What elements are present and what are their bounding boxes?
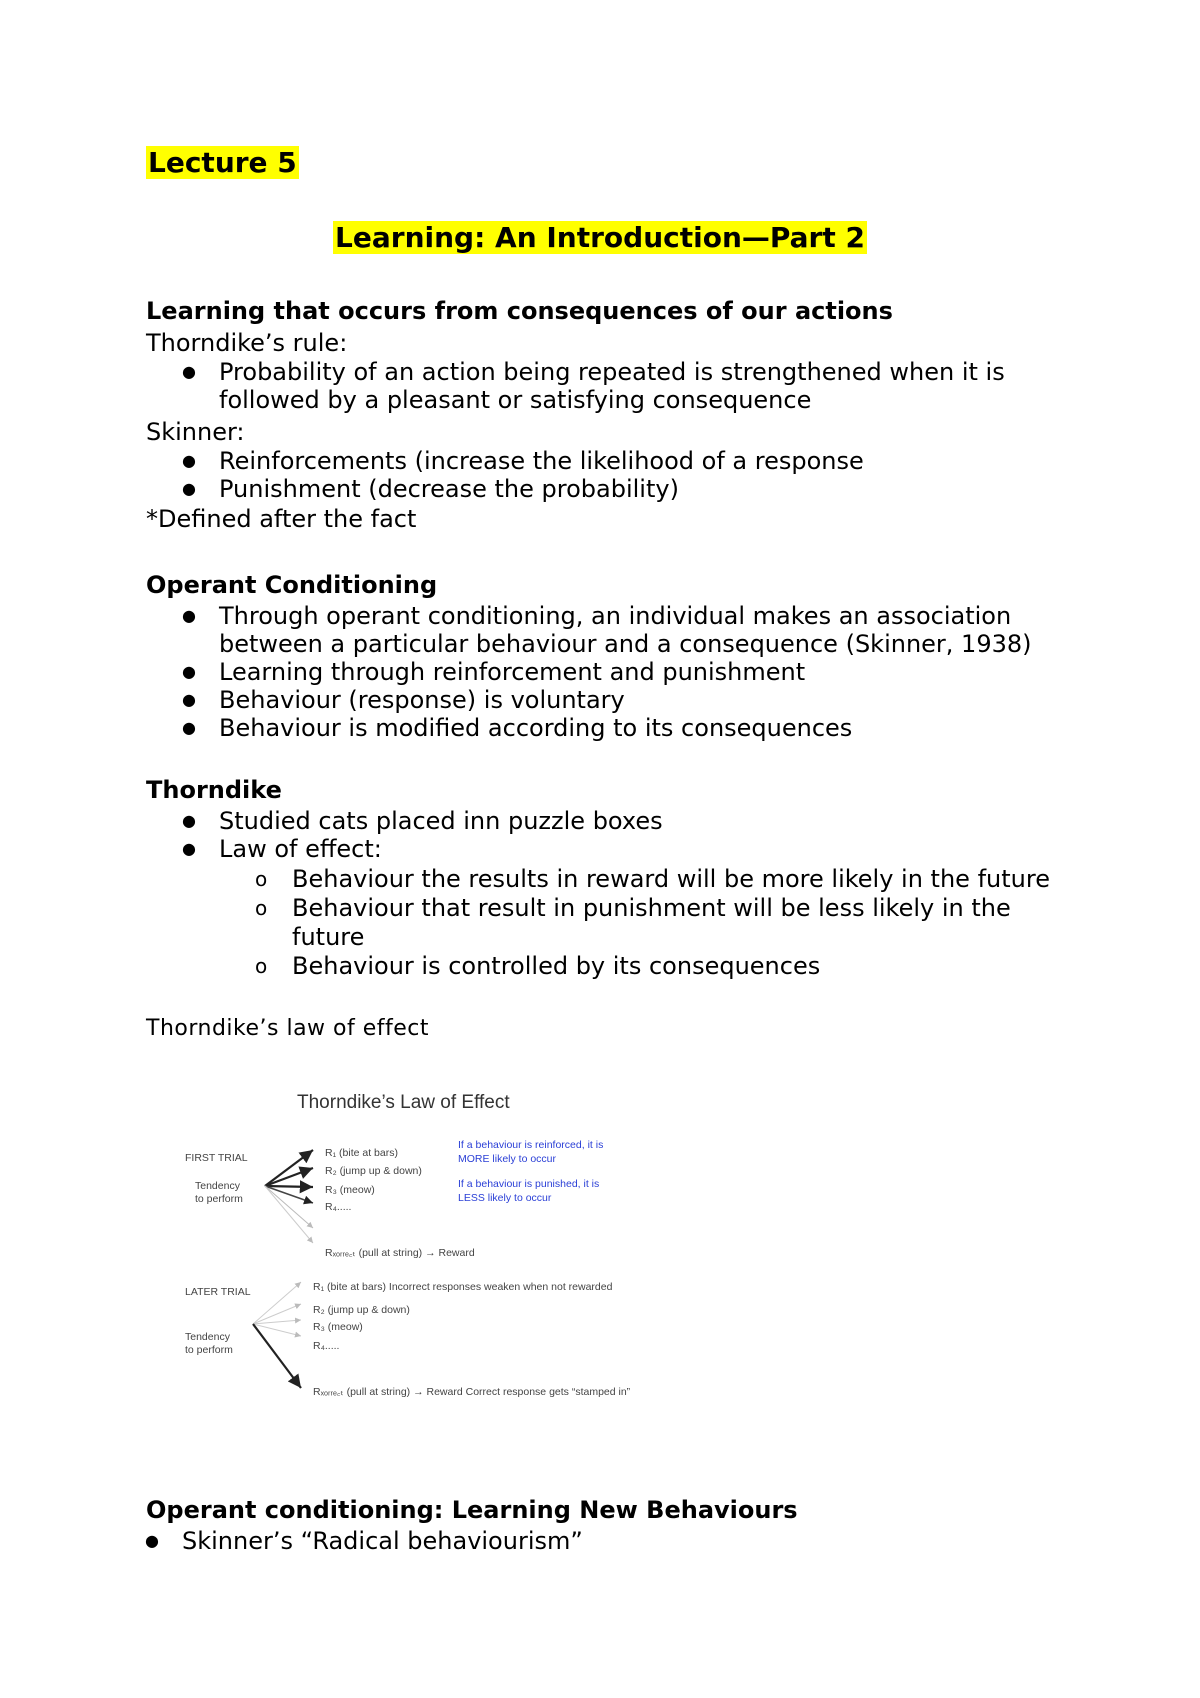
page-title: Learning: An Introduction—Part 2	[335, 221, 865, 254]
list-item: ● Skinner’s “Radical behaviourism”	[109, 1527, 583, 1555]
list-item: ● Behaviour (response) is voluntary	[146, 686, 1032, 714]
list-item: ● Punishment (decrease the probability)	[146, 475, 864, 503]
thorndike-list	[146, 807, 663, 863]
operant-list	[146, 602, 1032, 742]
thorndike-rule-list	[146, 358, 1005, 414]
list-item: ● Through operant conditioning, an individual makes an association between a particular behaviour and a consequence (Skinner, 1938)	[146, 602, 1032, 658]
list-item: o Behaviour the results in reward will be more likely in the future	[219, 865, 1050, 894]
diagram-title: Thorndike’s Law of Effect	[297, 1092, 510, 1113]
figure-caption: Thorndike’s law of effect	[146, 1016, 430, 1041]
list-item: ● Learning through reinforcement and punishment	[146, 658, 1032, 686]
later-trial-label: LATER TRIAL	[185, 1286, 251, 1298]
response-label: R₂ (jump up & down)	[313, 1304, 410, 1316]
response-label: R₃ (meow)	[325, 1184, 375, 1196]
section-heading-new-behaviours: Operant conditioning: Learning New Behaviours	[146, 1496, 798, 1524]
response-label: R₃ (meow)	[313, 1321, 363, 1333]
list-item: ● Probability of an action being repeated is strengthened when it is followed by a pleasant or satisfying consequence	[146, 358, 1005, 414]
list-item: ● Reinforcements (increase the likelihood of a response	[146, 447, 864, 475]
response-label: R₄.....	[313, 1340, 340, 1352]
response-correct-label: Rₓₒᵣᵣₑ꜀ₜ (pull at string) → Reward	[325, 1247, 475, 1259]
tendency-label: Tendency	[185, 1331, 230, 1343]
response-label: R₄.....	[325, 1201, 352, 1213]
section-heading-operant: Operant Conditioning	[146, 571, 438, 599]
response-label: R₁ (bite at bars) Incorrect responses weaken when not rewarded	[313, 1281, 613, 1293]
punished-note: If a behaviour is punished, it is	[458, 1178, 600, 1190]
new-behaviours-list	[109, 1527, 583, 1555]
section-heading-consequences: Learning that occurs from consequences of our actions	[146, 297, 893, 325]
thorndike-rule-label: Thorndike’s rule:	[146, 329, 348, 357]
note-text: *Defined after the fact	[146, 505, 417, 533]
skinner-label: Skinner:	[146, 418, 245, 446]
list-item: ● Studied cats placed inn puzzle boxes	[146, 807, 663, 835]
response-label: R₂ (jump up & down)	[325, 1165, 422, 1177]
skinner-list	[146, 447, 864, 503]
tendency-label: to perform	[185, 1344, 233, 1356]
list-item: ● Law of effect:	[146, 835, 663, 863]
response-correct-label: Rₓₒᵣᵣₑ꜀ₜ (pull at string) → Reward Correct response gets “stamped in”	[313, 1386, 631, 1398]
list-item: o Behaviour is controlled by its consequences	[219, 952, 1050, 981]
law-of-effect-diagram	[155, 1068, 680, 1418]
reinforced-note: MORE likely to occur	[458, 1153, 557, 1165]
list-item: o Behaviour that result in punishment will be less likely in the future	[219, 894, 1050, 952]
law-of-effect-sublist	[219, 865, 1050, 981]
tendency-label: to perform	[195, 1193, 243, 1205]
response-label: R₁ (bite at bars)	[325, 1147, 398, 1159]
list-item: ● Behaviour is modified according to its consequences	[146, 714, 1032, 742]
later-trial-arrows	[253, 1282, 301, 1388]
reinforced-note: If a behaviour is reinforced, it is	[458, 1139, 604, 1151]
section-heading-thorndike: Thorndike	[146, 776, 282, 804]
tendency-label: Tendency	[195, 1180, 240, 1192]
punished-note: LESS likely to occur	[458, 1192, 552, 1204]
lecture-label: Lecture 5	[148, 146, 297, 179]
first-trial-label: FIRST TRIAL	[185, 1152, 248, 1164]
first-trial-arrows	[265, 1150, 313, 1243]
